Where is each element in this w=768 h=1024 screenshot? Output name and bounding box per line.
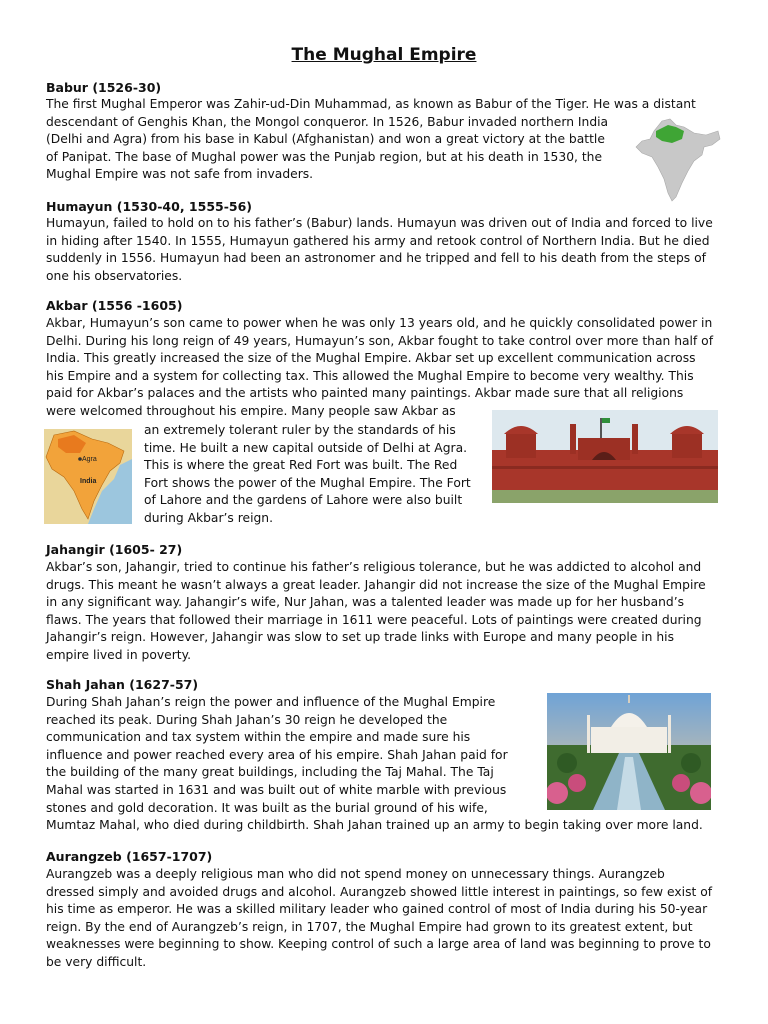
text-line: Mumtaz Mahal, who died during childbirth. Shah Jahan trained up an army to begin taking over more land.: [46, 818, 703, 833]
heading-babur: Babur (1526-30): [46, 80, 162, 95]
heading-aurangzeb: Aurangzeb (1657-1707): [46, 849, 213, 864]
text-line: flaws. The years that followed their marriage in 1611 were peaceful. Lots of paintings were created during: [46, 612, 702, 627]
text-line: one his observatories.: [46, 268, 183, 283]
text-line: in hiding after 1540. In 1555, Humayun gathered his army and retook control of Northern India. But he died: [46, 233, 710, 248]
text-line: Mughal Empire was not safe from invaders.: [46, 167, 314, 182]
text-line: This is where the great Red Fort was built. The Red: [144, 458, 458, 473]
text-line: weaknesses were beginning to show. Keeping control of such a large area of land was beginning to prove to: [46, 937, 711, 952]
map-label-agra: Agra: [82, 456, 97, 463]
paragraph-aurangzeb: [46, 866, 712, 972]
heading-jahangir: Jahangir (1605- 27): [46, 542, 183, 557]
text-line: were welcomed throughout his empire. Many people saw Akbar as: [46, 403, 456, 418]
text-line: Delhi. During his long reign of 49 years, Humayun’s son, Akbar fought to take control over more than half of: [46, 333, 714, 348]
text-line: suddenly in 1556. Humayun had been an astronomer and he tripped and fell to his death from the steps of: [46, 251, 706, 266]
text-line: Akbar’s son, Jahangir, tried to continue his father’s religious tolerance, but he was addicted to alcohol and: [46, 560, 702, 574]
text-line: The first Mughal Emperor was Zahir-ud-Din Muhammad, as known as Babur of the Tiger. He was a distant: [46, 97, 696, 111]
text-line: Aurangzeb was a deeply religious man who did not spend money on unnecessary things. Aurangzeb: [46, 867, 665, 881]
text-line: dressed simply and avoided drugs and alcohol. Aurangzeb showed little interest in paintings, so few exist of: [46, 884, 713, 899]
text-line: Jahangir’s reign. However, Jahangir was slow to set up trade links with Europe and many people in his: [46, 630, 675, 645]
text-line: reign. By the end of Aurangzeb’s reign, in 1707, the Mughal Empire had grown to its greatest extent, but: [46, 919, 693, 934]
text-line: his time as emperor. He was a skilled military leader who gained control of most of India during his 50-year: [46, 902, 708, 917]
text-line: be very difficult.: [46, 954, 147, 969]
india-map-small-image: [632, 117, 722, 203]
text-line: his Empire and a system for collecting tax. This allowed the Mughal Empire to become very wealthy. This: [46, 368, 694, 383]
text-line: (Delhi and Agra) from his base in Kabul (Afghanistan) and won a great victory at the battle: [46, 132, 605, 147]
heading-akbar: Akbar (1556 -1605): [46, 298, 183, 313]
text-line: descendant of Genghis Khan, the Mongol conqueror. In 1526, Babur invaded northern India: [46, 114, 609, 129]
paragraph-jahangir: [46, 559, 706, 665]
text-line: India. This greatly increased the size of the Mughal Empire. Akbar set up excellent communication across: [46, 351, 696, 366]
text-line: Fort shows the power of the Mughal Empire. The Fort: [144, 475, 471, 490]
heading-shah-jahan: Shah Jahan (1627-57): [46, 677, 199, 692]
text-line: stones and gold decoration. It was built as the burial ground of his wife,: [46, 800, 488, 815]
text-line: time. He built a new capital outside of Delhi at Agra.: [144, 440, 468, 455]
text-line: of Lahore and the gardens of Lahore were also built: [144, 493, 463, 508]
text-line: paid for Akbar’s palaces and the artists who painted many paintings. Akbar made sure that all religions: [46, 386, 684, 401]
text-line: in any significant way. Jahangir’s wife, Nur Jahan, was a talented leader was made up for her husband’s: [46, 595, 685, 610]
text-line: of Panipat. The base of Mughal power was the Punjab region, but at his death in 1530, the: [46, 149, 603, 164]
taj-mahal-image: [547, 693, 711, 810]
paragraph-akbar: [46, 315, 713, 421]
text-line: influence and power reached every area of his empire. Shah Jahan paid for: [46, 747, 508, 762]
text-line: reached its peak. During Shah Jahan’s 30 reign he developed the: [46, 712, 448, 727]
text-line: Humayun, failed to hold on to his father’s (Babur) lands. Humayun was driven out of India and forced to live: [46, 216, 713, 230]
text-line: empire lived in poverty.: [46, 647, 192, 662]
text-line: During Shah Jahan’s reign the power and influence of the Mughal Empire: [46, 695, 496, 709]
text-line: an extremely tolerant ruler by the standards of his: [144, 423, 456, 437]
text-line: communication and tax system within the empire and made sure his: [46, 730, 471, 745]
text-line: during Akbar’s reign.: [144, 510, 274, 525]
heading-humayun: Humayun (1530-40, 1555-56): [46, 199, 253, 214]
text-line: drugs. This meant he wasn’t always a great leader. Jahangir did not increase the size of the Mughal Empire: [46, 577, 706, 592]
paragraph-akbar-wrapped: [144, 422, 471, 528]
text-line: the building of the many great buildings, including the Taj Mahal. The Taj: [46, 765, 494, 780]
text-line: Mahal was started in 1631 and was built out of white marble with previous: [46, 782, 507, 797]
page-title: The Mughal Empire: [291, 45, 477, 65]
red-fort-image: [492, 410, 718, 503]
paragraph-humayun: [46, 215, 713, 285]
paragraph-babur: [46, 96, 696, 184]
mughal-map-image: [44, 429, 132, 524]
text-line: Akbar, Humayun’s son came to power when he was only 13 years old, and he quickly consolidated power in: [46, 316, 713, 330]
map-label-india: India: [80, 478, 97, 485]
